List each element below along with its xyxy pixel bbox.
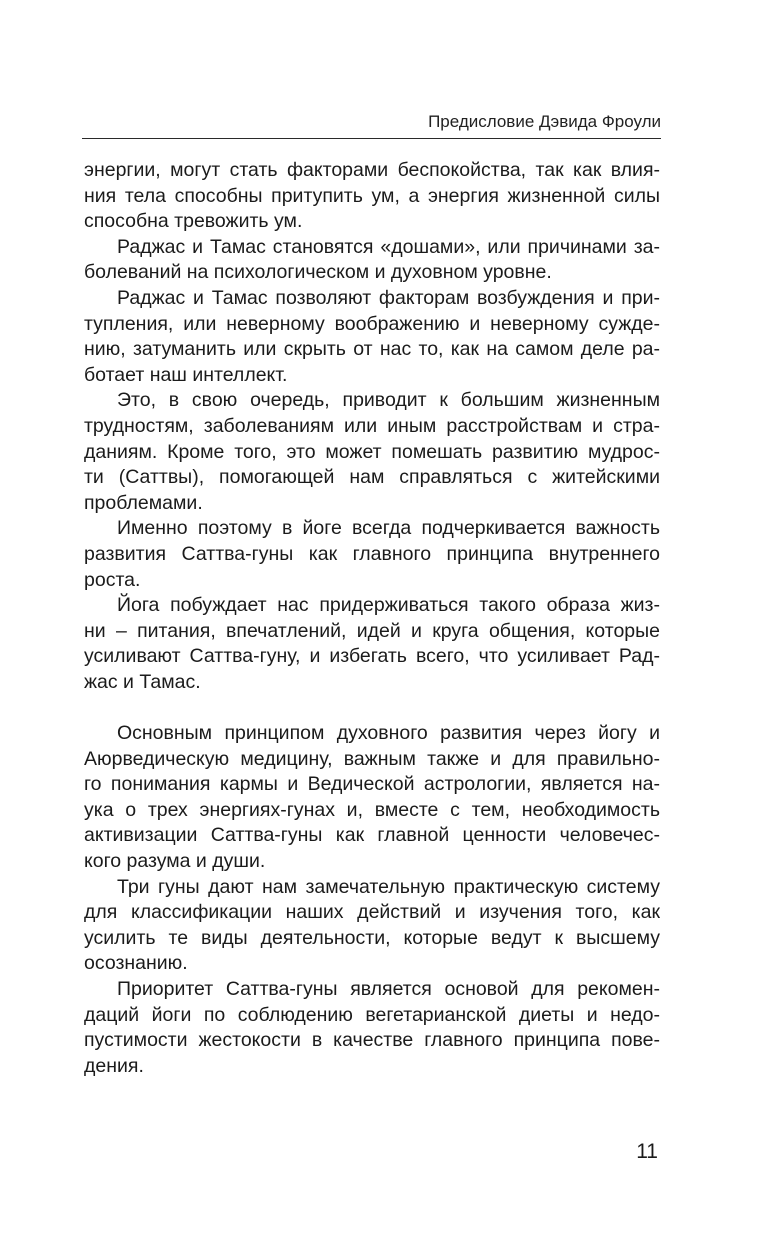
text-line: способна тревожить ум. <box>84 210 303 233</box>
text-line: даций йоги по соблюдению вегетарианской диеты и недо- <box>84 1003 660 1026</box>
text-line: проблемами. <box>84 491 203 514</box>
text-line: даниям. Кроме того, это может помешать развитию мудрос- <box>84 440 660 463</box>
text-line: Аюрведическую медицину, важным также и для правильно- <box>84 747 660 770</box>
text-line: Это, в свою очередь, приводит к большим жизненным <box>117 389 660 412</box>
text-line: жас и Тамас. <box>84 670 201 693</box>
text-line: ния тела способны притупить ум, а энергия жизненной силы <box>84 184 660 207</box>
text-line: трудностям, заболеваниям или иным расстройствам и стра- <box>84 414 660 437</box>
page-number: 11 <box>636 1140 658 1163</box>
text-line: ботает наш интеллект. <box>84 363 288 386</box>
text-line: Приоритет Саттва-гуны является основой для рекомен- <box>117 978 660 1000</box>
text-line: усилить те виды деятельности, которые ведут к высшему <box>84 926 660 949</box>
text-line: Йога побуждает нас придерживаться такого образа жиз- <box>117 594 660 617</box>
text-line: ука о трех энергиях-гунах и, вместе с тем, необходимость <box>84 798 660 821</box>
text-line: болеваний на психологическом и духовном уровне. <box>84 261 552 284</box>
text-line: активизации Саттва-гуны как главной ценности человечес- <box>84 824 660 847</box>
text-line: развития Саттва-гуны как главного принципа внутреннего <box>84 542 660 565</box>
text-line: Раджас и Тамас позволяют факторам возбуждения и при- <box>117 286 660 309</box>
text-line: Основным принципом духовного развития через йогу и <box>117 722 660 745</box>
body-text <box>84 158 660 1079</box>
text-line: дения. <box>84 1054 144 1077</box>
text-line: роста. <box>84 568 141 591</box>
text-line: ти (Саттвы), помогающей нам справляться с житейскими <box>84 466 660 489</box>
text-line: кого разума и души. <box>84 850 266 873</box>
text-line: тупления, или неверному воображению и неверному сужде- <box>84 312 660 335</box>
text-line: энергии, могут стать факторами беспокойства, так как влия- <box>84 159 660 181</box>
text-line: усиливают Саттва-гуну, и избегать всего, что усиливает Рад- <box>84 645 660 668</box>
text-line: осознанию. <box>84 952 188 975</box>
text-line: Раджас и Тамас становятся «дошами», или причинами за- <box>117 235 660 258</box>
text-line: для классификации наших действий и изучения того, как <box>84 901 660 924</box>
text-line: нию, затуманить или скрыть от нас то, как на самом деле ра- <box>84 338 660 361</box>
header-rule <box>82 138 661 139</box>
running-header: Предисловие Дэвида Фроули <box>428 112 661 131</box>
text-line: Три гуны дают нам замечательную практическую систему <box>117 875 660 898</box>
text-line: го понимания кармы и Ведической астрологии, является на- <box>84 773 660 796</box>
text-line: пустимости жестокости в качестве главного принципа пове- <box>84 1029 660 1052</box>
text-line: Именно поэтому в йоге всегда подчеркивается важность <box>117 517 660 540</box>
text-line: ни – питания, впечатлений, идей и круга общения, которые <box>84 619 660 642</box>
